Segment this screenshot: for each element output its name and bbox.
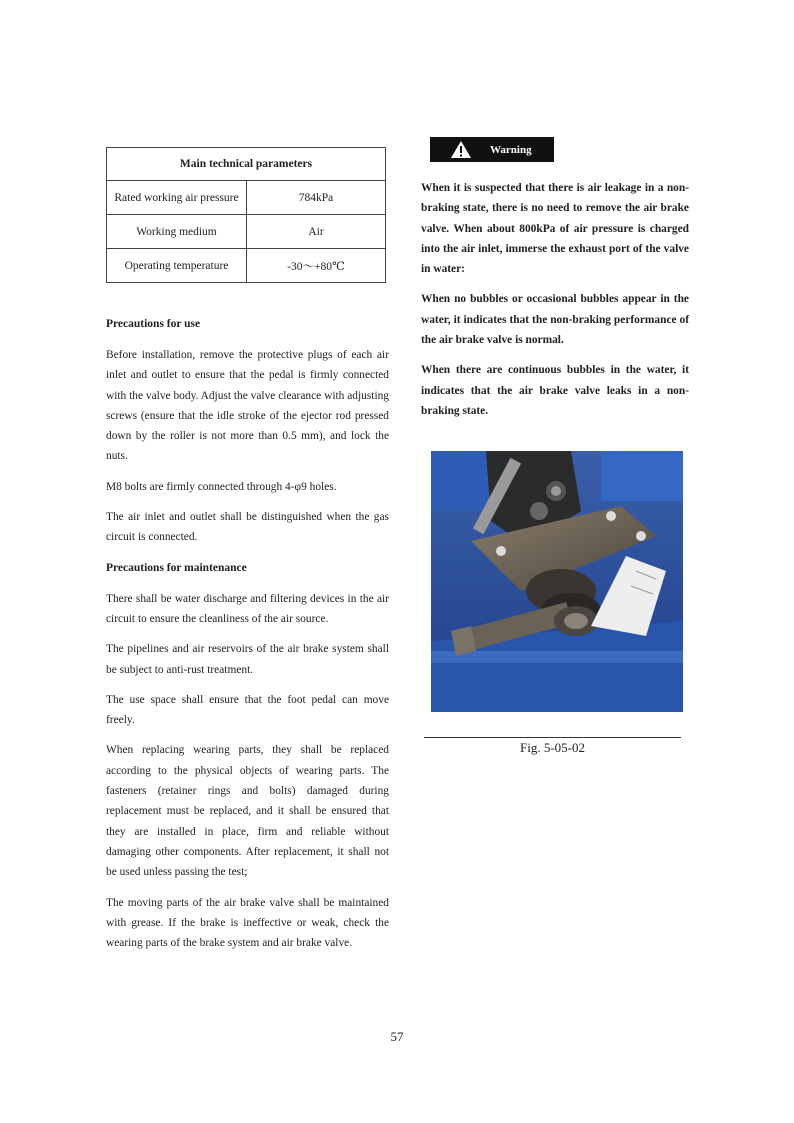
figure-caption: Fig. 5-05-02 <box>520 740 585 755</box>
paragraph: When no bubbles or occasional bubbles appear in the water, it indicates that the non-braking performance of the air brake valve is normal. <box>421 293 689 347</box>
paragraph: When it is suspected that there is air leakage in a non-braking state, there is no need to remove the air brake valve. When about 800kPa of air pressure is charged into the air inlet, immerse the exhaust port of the valve in water: <box>421 182 689 276</box>
table-cell-value: Air <box>247 215 386 249</box>
figure-divider <box>424 737 681 738</box>
table-cell-param: Working medium <box>107 215 247 249</box>
table-row <box>107 249 386 283</box>
paragraph: M8 bolts are firmly connected through 4-φ9 holes. <box>106 480 337 493</box>
paragraph: When there are continuous bubbles in the water, it indicates that the air brake valve leaks in a non-braking state. <box>421 364 689 417</box>
table-title: Main technical parameters <box>107 148 386 181</box>
table-cell-param: Rated working air pressure <box>107 181 247 215</box>
paragraph: When replacing wearing parts, they shall be replaced according to the physical objects of wearing parts. The fasteners (retainer rings and bolts) damaged during replacement must be replaced, and it shall be ensured that they are installed in place, firm and reliable without damaging other components. After replacement, it shall not be used unless passing the test; <box>106 744 389 879</box>
table-header-row <box>107 148 386 181</box>
table-cell-value: -30～+80℃ <box>247 249 386 283</box>
air-brake-valve-photo <box>431 451 683 712</box>
warning-banner <box>430 137 554 162</box>
paragraph: Before installation, remove the protective plugs of each air inlet and outlet to ensure that the pedal is firmly connected with the valve body. Adjust the valve clearance with adjusting screws (ensure that the idle stroke of the ejector rod pressed down by the roller is not more than 0.5 mm), and lock the nuts. <box>106 349 389 463</box>
section-heading-use: Precautions for use <box>106 318 201 330</box>
warning-triangle-icon <box>450 140 472 159</box>
right-column <box>421 178 689 431</box>
table-row <box>107 181 386 215</box>
warning-label: Warning <box>490 143 532 156</box>
paragraph: The moving parts of the air brake valve shall be maintained with grease. If the brake is ineffective or weak, check the wearing parts of the brake system and air brake valve. <box>106 896 389 950</box>
paragraph: The pipelines and air reservoirs of the air brake system shall be subject to anti-rust treatment. <box>106 643 389 676</box>
paragraph: There shall be water discharge and filtering devices in the air circuit to ensure the cleanliness of the air source. <box>106 592 389 625</box>
technical-parameters-table <box>106 147 386 283</box>
table-row <box>107 215 386 249</box>
section-heading-maintenance: Precautions for maintenance <box>106 561 247 574</box>
paragraph: The air inlet and outlet shall be distinguished when the gas circuit is connected. <box>106 511 389 544</box>
table-cell-value: 784kPa <box>247 181 386 215</box>
paragraph: The use space shall ensure that the foot pedal can move freely. <box>106 693 389 727</box>
left-column <box>106 314 389 963</box>
table-cell-param: Operating temperature <box>107 249 247 283</box>
page-number: 57 <box>390 1029 404 1044</box>
